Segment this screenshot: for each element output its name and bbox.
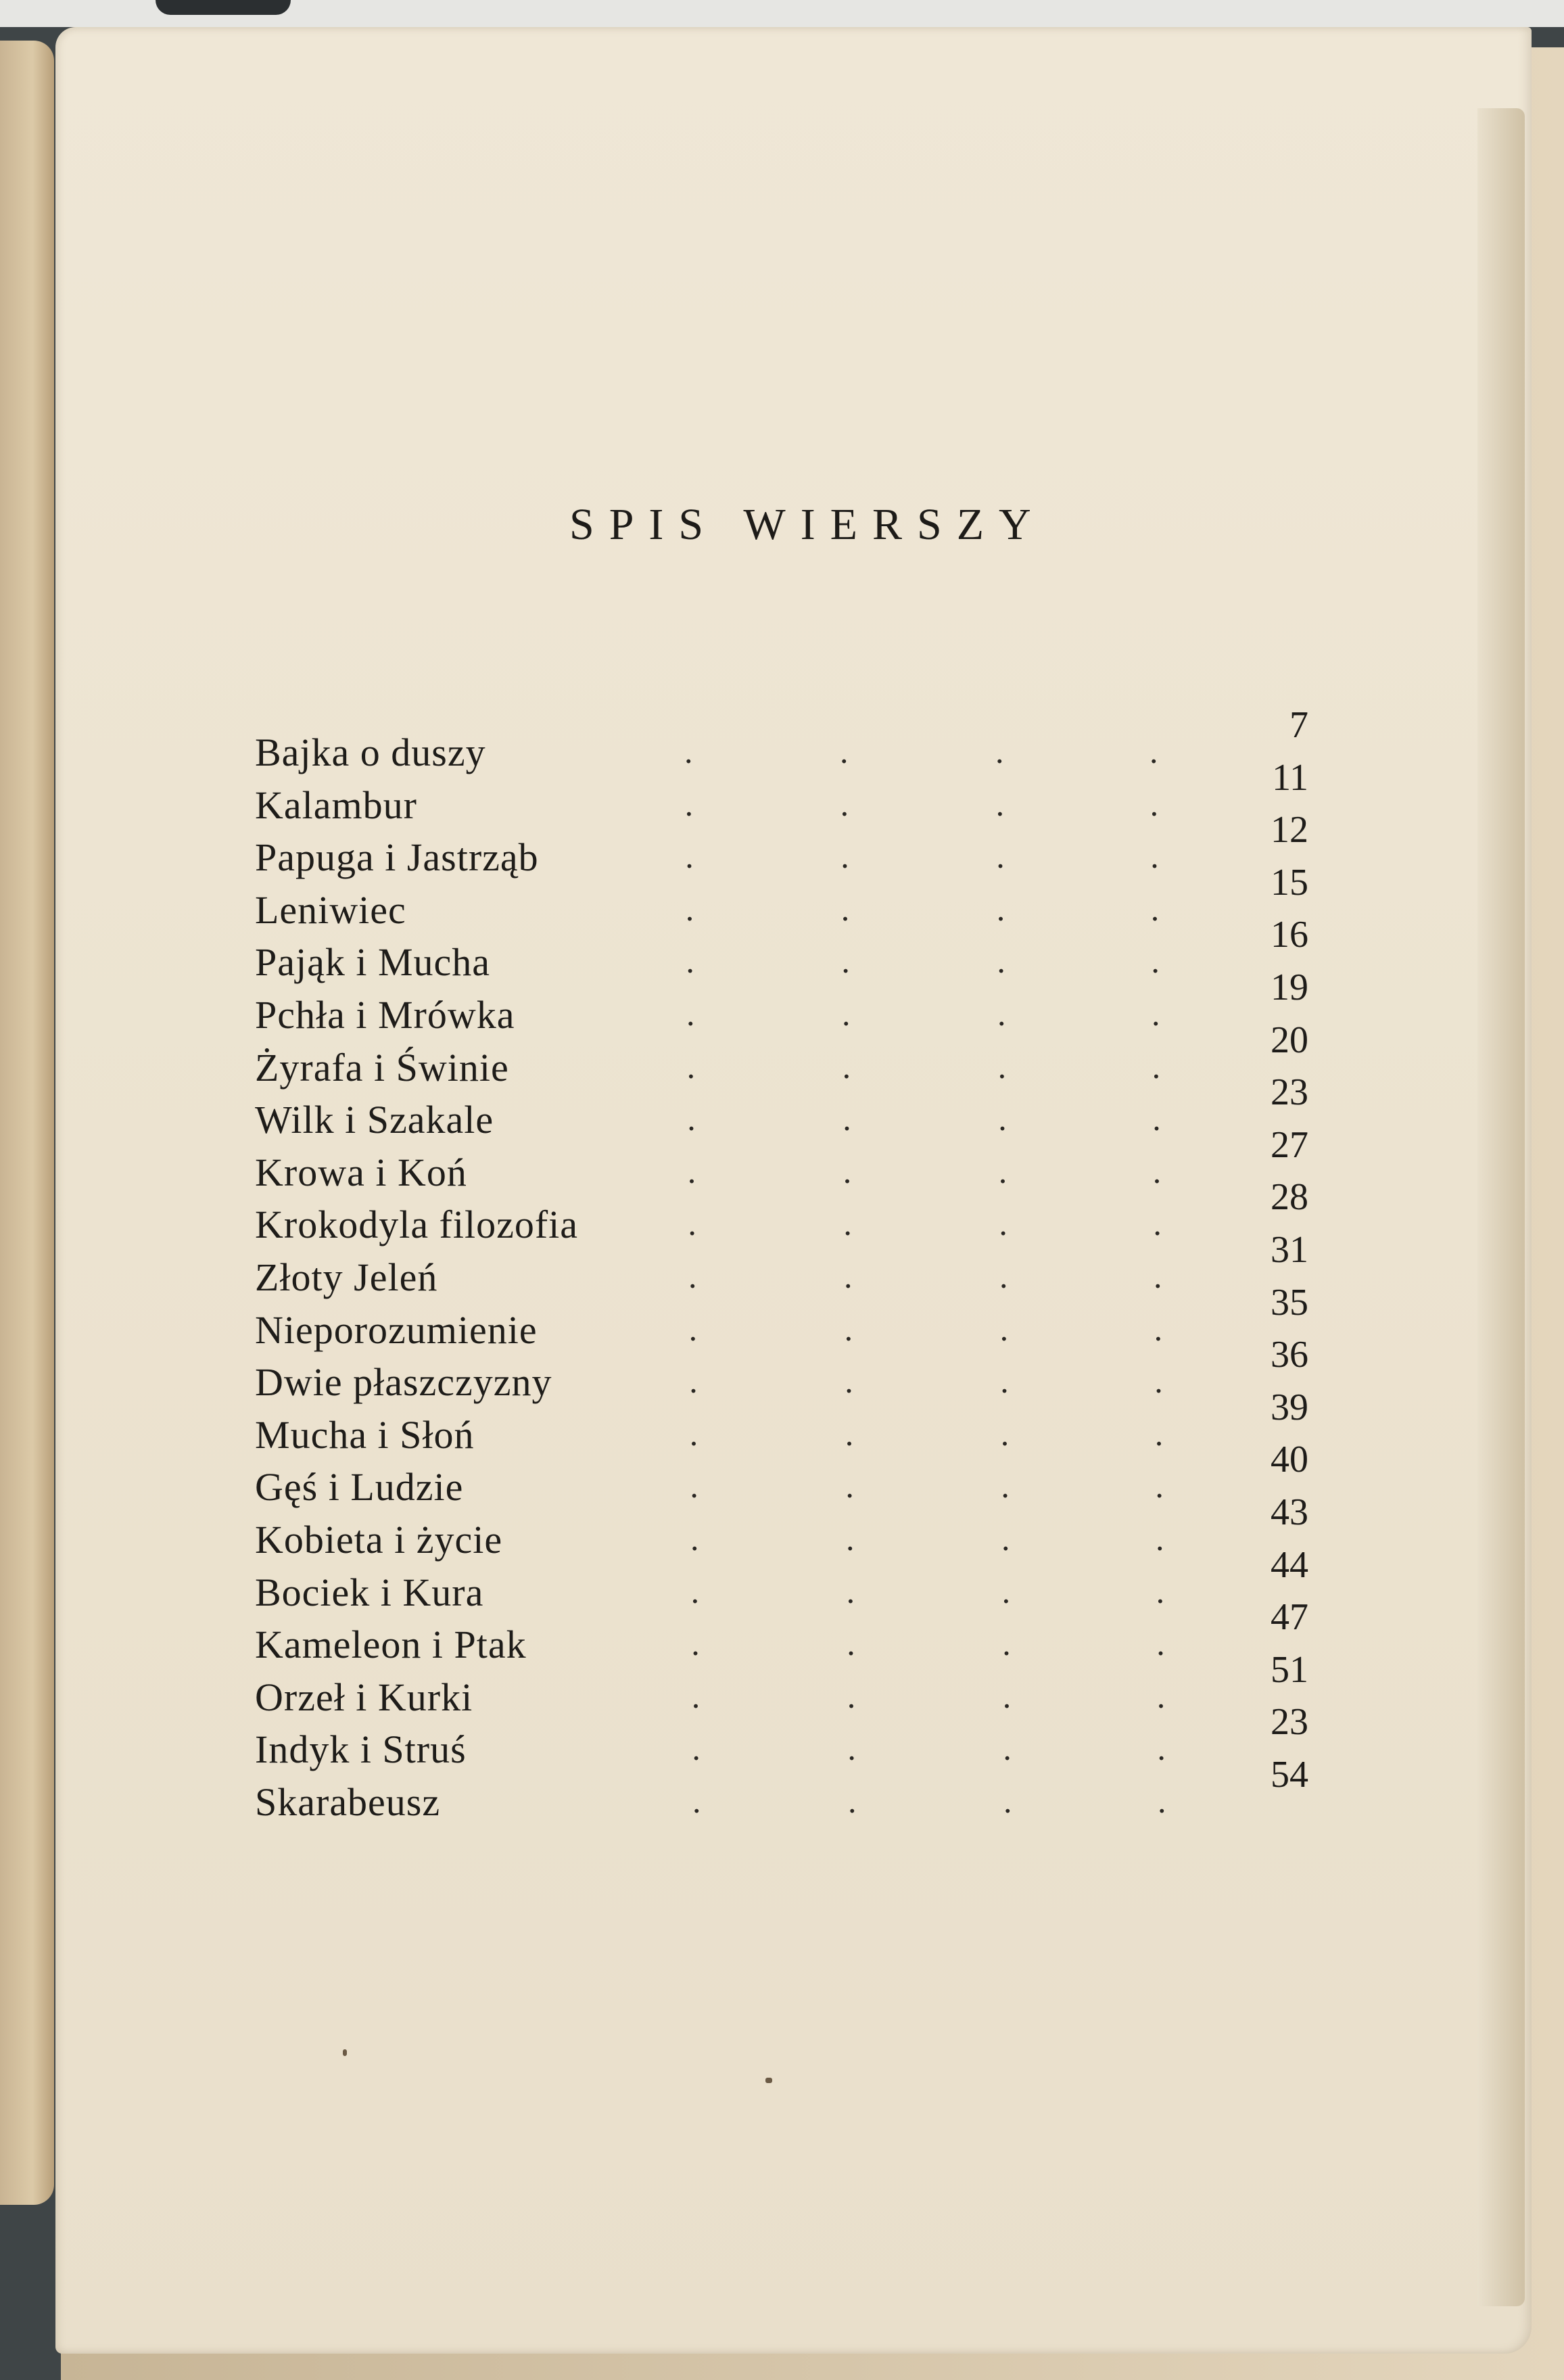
leader-dot: . <box>842 995 851 1033</box>
leader-dot: . <box>1150 889 1160 928</box>
leader-dot: . <box>847 1625 855 1663</box>
leader-dot: . <box>1152 1047 1161 1086</box>
toc-entry <box>55 1543 1532 1615</box>
leader-dot: . <box>691 1625 700 1663</box>
leader-dot: . <box>999 1257 1008 1295</box>
left-page-edge <box>0 41 54 2205</box>
leader-dot: . <box>1158 1782 1166 1820</box>
leader-dot: . <box>844 1309 853 1348</box>
leader-dot: . <box>996 837 1005 876</box>
leader-dot: . <box>1155 1467 1164 1506</box>
leader-dot: . <box>1000 1414 1010 1453</box>
book-page <box>55 27 1532 2354</box>
toc-entry-title: Żyrafa i Świnie <box>255 1045 509 1090</box>
leader-dot: . <box>842 1047 851 1086</box>
toc-entry-title: Mucha i Słoń <box>255 1412 475 1457</box>
leader-dot: . <box>1154 1257 1162 1295</box>
leader-dot: . <box>1002 1677 1012 1715</box>
toc-entry-page-number: 19 <box>1271 966 1308 1008</box>
toc-entry-page-number: 54 <box>1271 1754 1308 1796</box>
leader-dot: . <box>1157 1729 1166 1768</box>
leader-dot: . <box>685 837 694 876</box>
toc-entry <box>55 1176 1532 1247</box>
toc-entry-page-number: 16 <box>1271 914 1308 956</box>
leader-dot: . <box>687 1100 696 1138</box>
leader-dot: . <box>689 1414 698 1453</box>
leader-dot: . <box>847 1729 856 1768</box>
leader-dot: . <box>843 1205 852 1243</box>
leader-dot: . <box>846 1572 855 1610</box>
toc-entry-page-number: 36 <box>1271 1334 1308 1376</box>
toc-entry <box>55 1701 1532 1772</box>
toc-entry <box>55 1439 1532 1510</box>
toc-entry <box>55 1229 1532 1300</box>
leader-dot: . <box>686 1047 696 1086</box>
toc-entry-title: Gęś i Ludzie <box>255 1465 464 1510</box>
leader-dot: . <box>687 1152 696 1190</box>
leader-dot: . <box>845 1467 854 1506</box>
leader-dot: . <box>689 1362 698 1401</box>
leader-dot: . <box>840 837 849 876</box>
toc-entry <box>55 1123 1532 1195</box>
toc-entry-page-number: 44 <box>1271 1543 1308 1586</box>
leader-dot: . <box>1156 1677 1166 1715</box>
leader-dot: . <box>1150 785 1159 823</box>
toc-entry <box>55 1596 1532 1667</box>
leader-dot: . <box>1150 837 1159 876</box>
leader-dot: . <box>688 1205 696 1243</box>
leader-dot: . <box>692 1782 701 1820</box>
leader-dot: . <box>1153 1205 1162 1243</box>
leader-dot: . <box>1003 1782 1012 1820</box>
toc-entry-title: Bajka o duszy <box>255 730 486 774</box>
leader-dot: . <box>1152 1152 1162 1190</box>
background-object <box>156 0 291 15</box>
leader-dot: . <box>1154 1414 1164 1453</box>
background-strip <box>0 0 1564 27</box>
leader-dot: . <box>1154 1309 1163 1348</box>
leader-dot: . <box>844 1257 853 1295</box>
leader-dot: . <box>1001 1572 1011 1610</box>
leader-dot: . <box>688 1257 697 1295</box>
leader-dot: . <box>848 1782 857 1820</box>
leader-dot: . <box>845 1414 854 1453</box>
paper-speck <box>765 2078 772 2083</box>
toc-entry-title: Kobieta i życie <box>255 1518 503 1562</box>
toc-entry-title: Skarabeusz <box>255 1780 441 1824</box>
leader-dot: . <box>686 942 694 981</box>
toc-entry-title: Kameleon i Ptak <box>255 1623 527 1667</box>
toc-entry-title: Kalambur <box>255 783 417 827</box>
toc-entry <box>55 1334 1532 1405</box>
table-of-contents <box>55 27 1532 2354</box>
leader-dot: . <box>997 995 1006 1033</box>
toc-entry-page-number: 35 <box>1271 1281 1308 1324</box>
leader-dot: . <box>690 1572 700 1610</box>
leader-dot: . <box>845 1362 853 1401</box>
leader-dot: . <box>690 1467 698 1506</box>
leader-dot: . <box>1003 1729 1012 1768</box>
toc-entry <box>55 861 1532 933</box>
leader-dot: . <box>998 1100 1007 1138</box>
toc-entry-title: Złoty Jeleń <box>255 1255 438 1299</box>
leader-dot: . <box>841 942 850 981</box>
leader-dot: . <box>1002 1625 1011 1663</box>
toc-entry-title: Pchła i Mrówka <box>255 993 515 1037</box>
toc-entry-title: Krokodyla filozofia <box>255 1203 579 1247</box>
leader-dot: . <box>690 1520 699 1558</box>
toc-entry <box>55 914 1532 985</box>
toc-entry-title: Wilk i Szakale <box>255 1098 494 1142</box>
leader-dot: . <box>686 995 695 1033</box>
toc-entry-title: Papuga i Jastrząb <box>255 835 539 880</box>
leader-dot: . <box>1156 1520 1164 1558</box>
leader-dot: . <box>1156 1572 1165 1610</box>
toc-entry <box>55 809 1532 880</box>
leader-dot: . <box>1154 1362 1163 1401</box>
toc-entry-title: Krowa i Koń <box>255 1150 467 1194</box>
leader-dot: . <box>684 732 693 770</box>
toc-entry-title: Indyk i Struś <box>255 1727 467 1772</box>
leader-dot: . <box>685 889 694 928</box>
toc-entry <box>55 1071 1532 1142</box>
leader-dot: . <box>847 1677 856 1715</box>
toc-entry-title: Dwie płaszczyzny <box>255 1360 552 1405</box>
leader-dot: . <box>1156 1625 1165 1663</box>
toc-entry-title: Pająk i Mucha <box>255 940 491 985</box>
leader-dot: . <box>843 1100 851 1138</box>
toc-entry <box>55 1019 1532 1090</box>
leader-dot: . <box>995 785 1005 823</box>
leader-dot: . <box>999 1309 1009 1348</box>
leader-dot: . <box>840 889 850 928</box>
toc-entry <box>55 756 1532 828</box>
toc-entry-page-number: 7 <box>1289 704 1308 746</box>
leader-dot: . <box>997 1047 1007 1086</box>
toc-entry-title: Nieporozumienie <box>255 1307 538 1352</box>
paper-speck <box>343 2049 347 2056</box>
leader-dot: . <box>1001 1467 1010 1506</box>
toc-entry-page-number: 47 <box>1271 1596 1308 1639</box>
leader-dot: . <box>995 732 1004 770</box>
leader-dot: . <box>846 1520 855 1558</box>
leader-dot: . <box>1001 1520 1010 1558</box>
toc-entry-page-number: 39 <box>1271 1386 1308 1428</box>
toc-entry-page-number: 11 <box>1272 756 1308 799</box>
leader-dot: . <box>840 732 849 770</box>
leader-dot: . <box>1151 942 1160 981</box>
leader-dot: . <box>688 1309 698 1348</box>
toc-entry-page-number: 15 <box>1271 861 1308 904</box>
toc-entry <box>55 1754 1532 1825</box>
toc-entry <box>55 966 1532 1037</box>
leader-dot: . <box>1000 1362 1009 1401</box>
leader-dot: . <box>998 1152 1008 1190</box>
toc-entry <box>55 1386 1532 1457</box>
leader-dot: . <box>1150 732 1158 770</box>
toc-entry-page-number: 31 <box>1271 1229 1308 1271</box>
toc-entry-title: Leniwiec <box>255 887 406 932</box>
leader-dot: . <box>999 1205 1008 1243</box>
toc-entry-page-number: 27 <box>1271 1123 1308 1166</box>
page-title: SPIS WIERSZY <box>569 500 1046 549</box>
leader-dot: . <box>1152 995 1160 1033</box>
leader-dot: . <box>843 1152 852 1190</box>
toc-entry-page-number: 23 <box>1271 1071 1308 1114</box>
leader-dot: . <box>1152 1100 1161 1138</box>
leader-dot: . <box>691 1677 701 1715</box>
toc-entry-page-number: 43 <box>1271 1491 1308 1533</box>
toc-entry-title: Orzeł i Kurki <box>255 1675 473 1719</box>
toc-entry <box>55 1648 1532 1720</box>
leader-dot: . <box>996 889 1005 928</box>
toc-entry-page-number: 20 <box>1271 1019 1308 1061</box>
leader-dot: . <box>684 785 694 823</box>
toc-entry-page-number: 23 <box>1271 1701 1308 1744</box>
toc-entry-title: Bociek i Kura <box>255 1570 484 1614</box>
toc-entry-page-number: 40 <box>1271 1439 1308 1481</box>
leader-dot: . <box>997 942 1005 981</box>
toc-entry <box>55 1491 1532 1562</box>
leader-dot: . <box>840 785 849 823</box>
leader-dot: . <box>692 1729 701 1768</box>
toc-entry <box>55 1281 1532 1353</box>
toc-entry-page-number: 51 <box>1271 1648 1308 1691</box>
toc-entry <box>55 704 1532 775</box>
toc-entry-page-number: 28 <box>1271 1176 1308 1219</box>
toc-entry-page-number: 12 <box>1271 809 1308 851</box>
